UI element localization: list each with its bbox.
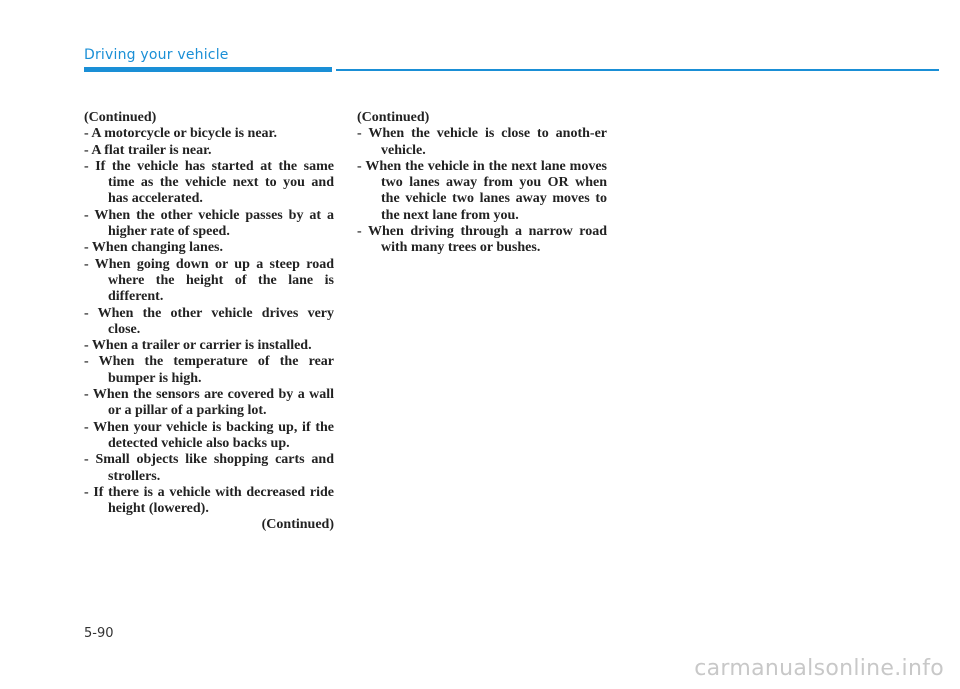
- list-item: - When the vehicle is close to anoth-er vehicle.: [357, 126, 607, 158]
- list-item: - If the vehicle has started at the same time as the vehicle next to you and has accelerated.: [84, 158, 334, 207]
- list-item: - When a trailer or carrier is installed.: [84, 338, 312, 354]
- list-item: - If there is a vehicle with decreased ride height (lowered).: [84, 484, 334, 517]
- list-item: - A flat trailer is near.: [84, 142, 212, 158]
- list-item: - When the sensors are covered by a wall or a pillar of a parking lot.: [84, 387, 334, 419]
- continued-label-top: (Continued): [84, 110, 157, 125]
- section-title: Driving your vehicle: [84, 47, 229, 63]
- page-number: 5-90: [84, 626, 114, 641]
- list-item: - Small objects like shopping carts and strollers.: [84, 452, 334, 484]
- list-item: - When your vehicle is backing up, if the detected vehicle also backs up.: [84, 419, 334, 451]
- list-item: - When the other vehicle drives very close.: [84, 305, 334, 337]
- list-item: - When going down or up a steep road where the height of the lane is different.: [84, 256, 334, 305]
- list-item: - When driving through a narrow road with many trees or bushes.: [357, 224, 607, 256]
- continued-label-top: (Continued): [357, 110, 430, 125]
- watermark: carmanualsonline.info: [694, 656, 944, 681]
- list-item: - When the other vehicle passes by at a higher rate of speed.: [84, 207, 334, 240]
- right-column: [357, 110, 607, 257]
- list-item: - When the vehicle in the next lane moves two lanes away from you OR when the vehicle two lanes away moves to the next lane from you.: [357, 158, 607, 223]
- left-column: [84, 110, 334, 534]
- list-item: - When the temperature of the rear bumper is high.: [84, 354, 334, 386]
- list-item: - A motorcycle or bicycle is near.: [84, 126, 277, 142]
- header-rule-thin: [336, 69, 939, 71]
- header-rule-thick: [84, 67, 332, 72]
- continued-label-bottom: (Continued): [261, 517, 334, 533]
- list-item: - When changing lanes.: [84, 240, 223, 256]
